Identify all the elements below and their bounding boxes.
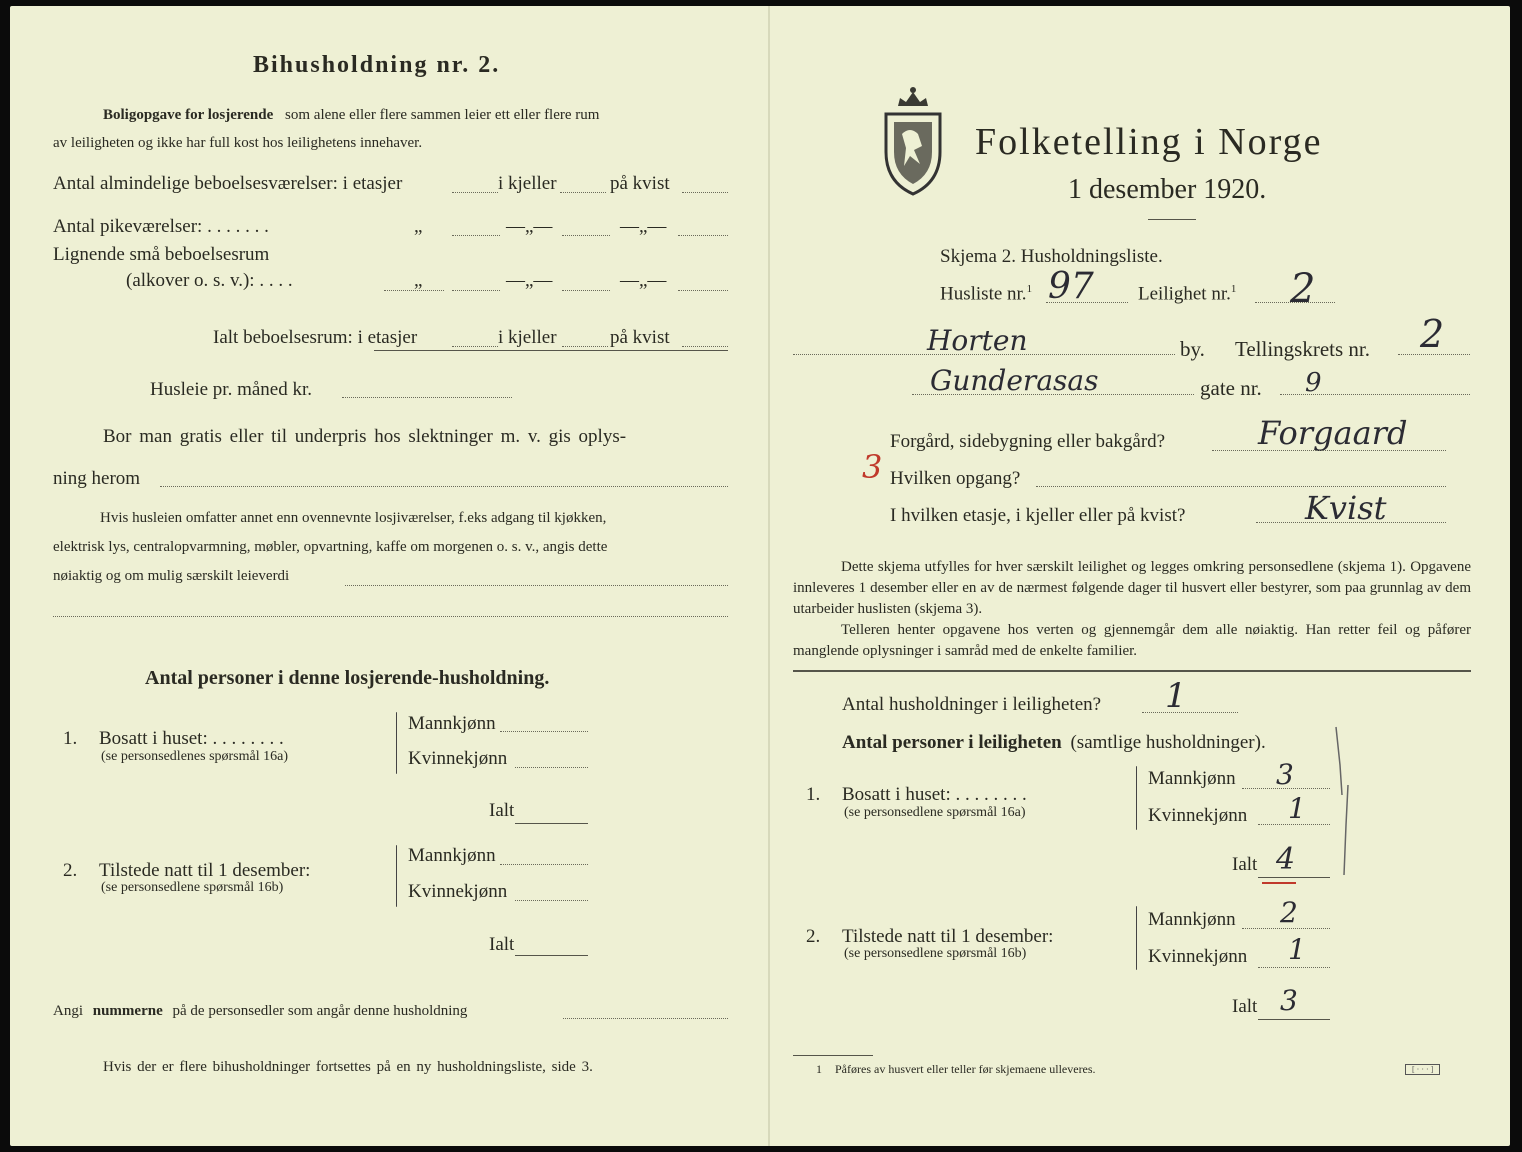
krets-label: Tellingskrets nr. <box>1235 337 1371 361</box>
right-q2-num: 2. <box>806 926 821 947</box>
intro-line-2: av leiligheten og ikke har full kost hos leilighetens innehaver. <box>53 135 423 151</box>
alm-etasjer-field[interactable] <box>452 192 498 193</box>
intro-bold: Boligopgave for losjerende <box>103 107 274 123</box>
right-q1-kvinne: Kvinnekjønn <box>1148 805 1248 826</box>
left-q1-label: Bosatt i huset: . . . . . . . . <box>99 728 284 749</box>
left-title: Bihusholdning nr. 2. <box>253 52 501 78</box>
gate-nr-value: 9 <box>1305 368 1322 398</box>
right-q2-mann: Mannkjønn <box>1148 909 1236 930</box>
pike-field-3[interactable] <box>678 235 728 236</box>
right-q2-mann-field[interactable] <box>1242 928 1330 929</box>
gratis-line-1: Bor man gratis eller til underpris hos slektninger m. v. gis oplys- <box>103 426 627 447</box>
opgang-label: Hvilken opgang? <box>890 468 1021 489</box>
angi-line <box>53 1003 467 1020</box>
smaa-ditto-2: —„— <box>506 270 553 291</box>
left-q2-mann: Mannkjønn <box>408 845 496 866</box>
hvis-line-1: Hvis husleien omfatter annet enn ovennevnte losjiværelser, f.eks adgang til kjøkken, <box>100 510 607 526</box>
smaa-label-1: Lignende små beboelsesrum <box>53 244 270 265</box>
left-q1-mann: Mannkjønn <box>408 713 496 734</box>
hvis-line-2: elektrisk lys, centralopvarmning, møbler, opvartning, kaffe om morgenen o. s. v., angis dette <box>53 539 608 555</box>
ialt-etasjer-field[interactable] <box>452 346 498 347</box>
left-q2-ialt-field[interactable] <box>515 955 588 956</box>
red-underline-mark <box>1262 882 1296 884</box>
husleie-field[interactable] <box>342 397 512 398</box>
pike-ditto-3: —„— <box>620 216 667 237</box>
right-q2-kvinne-value: 1 <box>1288 933 1306 966</box>
footnote <box>816 1062 1096 1077</box>
alm-kjeller: i kjeller <box>498 173 557 194</box>
pike-ditto-2: —„— <box>506 216 553 237</box>
right-persons-heading <box>842 732 1266 754</box>
ialt-kjeller: i kjeller <box>498 327 557 348</box>
gate-field[interactable] <box>912 394 1194 395</box>
husliste-label <box>940 283 1032 305</box>
left-persons-heading: Antal personer i denne losjerende-husholdning. <box>145 667 550 689</box>
angi-field[interactable] <box>563 1018 728 1019</box>
leilighet-footnote-mark: 1 <box>1230 283 1237 295</box>
left-q1-mann-field[interactable] <box>500 731 588 732</box>
gratis-line-2: ning herom <box>53 468 141 489</box>
right-q1-ialt-value: 4 <box>1276 842 1296 877</box>
smaa-field-1[interactable] <box>452 290 500 291</box>
smaa-ditto-1: „ <box>414 270 423 291</box>
husleie-label: Husleie pr. måned kr. <box>150 379 312 400</box>
right-q2-ialt-field[interactable] <box>1258 1019 1330 1020</box>
right-q1-sub: (se personsedlene spørsmål 16a) <box>844 805 1026 820</box>
leieverdi-field-1[interactable] <box>345 585 728 586</box>
persons-heading-bold: Antal personer i leiligheten <box>842 732 1062 753</box>
ialt-kvist: på kvist <box>610 327 670 348</box>
pike-field-1[interactable] <box>452 235 500 236</box>
smaa-ditto-3: —„— <box>620 270 667 291</box>
skjema-handwritten: 2 <box>1290 266 1316 312</box>
antal-hush-field[interactable] <box>1142 712 1238 713</box>
right-q1-mann: Mannkjønn <box>1148 768 1236 789</box>
left-q1-ialt-field[interactable] <box>515 823 588 824</box>
left-q2-ialt: Ialt <box>489 934 515 955</box>
right-q1-mann-value: 3 <box>1276 758 1294 791</box>
alm-kjeller-field[interactable] <box>560 192 606 193</box>
by-label: by. <box>1180 337 1205 361</box>
right-q2-mann-value: 2 <box>1280 896 1298 929</box>
right-q1-ialt: Ialt <box>1232 854 1258 875</box>
alm-label: Antal almindelige beboelsesværelser: i etasjer <box>53 173 403 194</box>
husliste-field[interactable] <box>1046 302 1128 303</box>
by-value: Horten <box>927 324 1028 357</box>
leieverdi-field-2[interactable] <box>53 616 728 617</box>
alm-kvist: på kvist <box>610 173 670 194</box>
smaa-field-2[interactable] <box>562 290 610 291</box>
left-q1-num: 1. <box>63 728 78 749</box>
printer-stamp: [ · · · ] <box>1405 1064 1440 1075</box>
right-q1-mann-field[interactable] <box>1242 788 1330 789</box>
left-q2-num: 2. <box>63 860 78 881</box>
instructions-paragraph-1: Dette skjema utfylles for hver særskilt leilighet og legges omkring personsedlene (skjema 1). Opgavene innleveres 1 desember eller en av de nærmest følgende dager til husvert eller bestyrer, som paa grunnlag av dem utarbeider huslisten (skjema 3). <box>793 559 1471 617</box>
smaa-label-2: (alkover o. s. v.): . . . . <box>126 270 293 291</box>
right-q2-ialt-value: 3 <box>1280 984 1298 1017</box>
etasje-field[interactable] <box>1256 522 1446 523</box>
right-q1-ialt-field[interactable] <box>1258 877 1330 878</box>
etasje-label: I hvilken etasje, i kjeller eller på kvist? <box>890 505 1186 526</box>
census-title: Folketelling i Norge <box>975 121 1323 163</box>
ialt-beboelse-label: Ialt beboelsesrum: i etasjer <box>213 327 418 348</box>
smaa-field-3[interactable] <box>678 290 728 291</box>
right-q2-label: Tilstede natt til 1 desember: <box>842 926 1054 947</box>
left-q1-brace <box>396 712 397 774</box>
right-q2-kvinne-field[interactable] <box>1258 967 1330 968</box>
margin-note-red: 3 <box>862 448 883 486</box>
left-q2-kvinne: Kvinnekjønn <box>408 881 508 902</box>
footnote-mark: 1 <box>816 1062 822 1076</box>
leilighet-text: Leilighet nr. <box>1138 283 1231 305</box>
smaa-field-0[interactable] <box>384 290 444 291</box>
footnote-rule <box>793 1055 873 1056</box>
forgaard-label: Forgård, sidebygning eller bakgård? <box>890 431 1166 452</box>
census-date: 1 desember 1920. <box>1068 174 1267 205</box>
husliste-footnote-mark: 1 <box>1026 283 1033 295</box>
left-q1-kvinne-field[interactable] <box>515 767 588 768</box>
husliste-text: Husliste nr. <box>940 283 1027 305</box>
check-mark-icon <box>1330 725 1360 885</box>
persons-heading-rest: (samtlige husholdninger). <box>1070 732 1266 753</box>
right-q1-kvinne-value: 1 <box>1288 792 1306 825</box>
angi-post: på de personsedler som angår denne husholdning <box>172 1003 468 1019</box>
intro-text: som alene eller flere sammen leier ett eller flere rum <box>285 107 600 123</box>
left-footer: Hvis der er flere bihusholdninger fortsettes på en ny husholdningsliste, side 3. <box>103 1059 593 1075</box>
pike-field-2[interactable] <box>562 235 610 236</box>
krets-field[interactable] <box>1398 354 1470 355</box>
forgaard-field[interactable] <box>1212 450 1446 451</box>
gate-value: Gunderasas <box>930 364 1099 397</box>
ialt-kjeller-field[interactable] <box>562 346 608 347</box>
ialt-underline <box>374 350 728 351</box>
opgang-field[interactable] <box>1036 486 1446 487</box>
page-fold <box>768 6 770 1146</box>
section-rule <box>793 670 1471 672</box>
krets-value: 2 <box>1420 312 1445 356</box>
gate-label: gate nr. <box>1200 376 1262 400</box>
left-q1-kvinne: Kvinnekjønn <box>408 748 508 769</box>
antal-hush-value: 1 <box>1165 676 1187 716</box>
right-q2-ialt: Ialt <box>1232 996 1258 1017</box>
right-q2-brace <box>1136 906 1137 970</box>
leilighet-label <box>1138 283 1236 305</box>
title-rule <box>1148 219 1196 220</box>
right-q2-kvinne: Kvinnekjønn <box>1148 946 1248 967</box>
pike-label: Antal pikeværelser: . . . . . . . <box>53 216 269 237</box>
right-q1-kvinne-field[interactable] <box>1258 824 1330 825</box>
intro-line-1 <box>103 107 599 124</box>
coat-of-arms-icon <box>880 84 946 196</box>
alm-kvist-field[interactable] <box>682 192 728 193</box>
left-q1-ialt: Ialt <box>489 800 515 821</box>
angi-bold: nummerne <box>92 1003 163 1019</box>
husliste-value: 97 <box>1048 266 1094 307</box>
left-q2-label: Tilstede natt til 1 desember: <box>99 860 311 881</box>
gate-nr-field[interactable] <box>1280 394 1470 395</box>
right-q1-brace <box>1136 766 1137 830</box>
skjema-label: Skjema 2. Husholdningsliste. <box>940 246 1163 267</box>
instructions-paragraph-2: Telleren henter opgavene hos verten og gjennemgår dem alle nøiaktig. Han retter feil og påfører manglende oplysninger i samråd med de enkelte familier. <box>793 622 1471 659</box>
antal-hush-label: Antal husholdninger i leiligheten? <box>842 694 1102 715</box>
etasje-value: Kvist <box>1305 489 1387 527</box>
pike-ditto-1: „ <box>414 216 423 237</box>
right-q2-sub: (se personsedlene spørsmål 16b) <box>844 946 1027 961</box>
forgaard-value: Forgaard <box>1258 414 1408 452</box>
left-q2-brace <box>396 845 397 907</box>
footnote-text: Påføres av husvert eller teller før skjemaene ulleveres. <box>835 1062 1096 1076</box>
right-q1-label: Bosatt i huset: . . . . . . . . <box>842 784 1027 805</box>
by-field[interactable] <box>793 354 1175 355</box>
hvis-line-3: nøiaktig og om mulig særskilt leieverdi <box>53 568 290 584</box>
left-q2-mann-field[interactable] <box>500 864 588 865</box>
left-q2-sub: (se personsedlene spørsmål 16b) <box>101 880 284 895</box>
right-q1-num: 1. <box>806 784 821 805</box>
leilighet-field[interactable] <box>1255 302 1335 303</box>
left-q2-kvinne-field[interactable] <box>515 900 588 901</box>
gratis-field[interactable] <box>160 486 728 487</box>
left-q1-sub: (se personsedlenes spørsmål 16a) <box>101 749 289 764</box>
angi-pre: Angi <box>53 1003 83 1019</box>
ialt-kvist-field[interactable] <box>682 346 728 347</box>
